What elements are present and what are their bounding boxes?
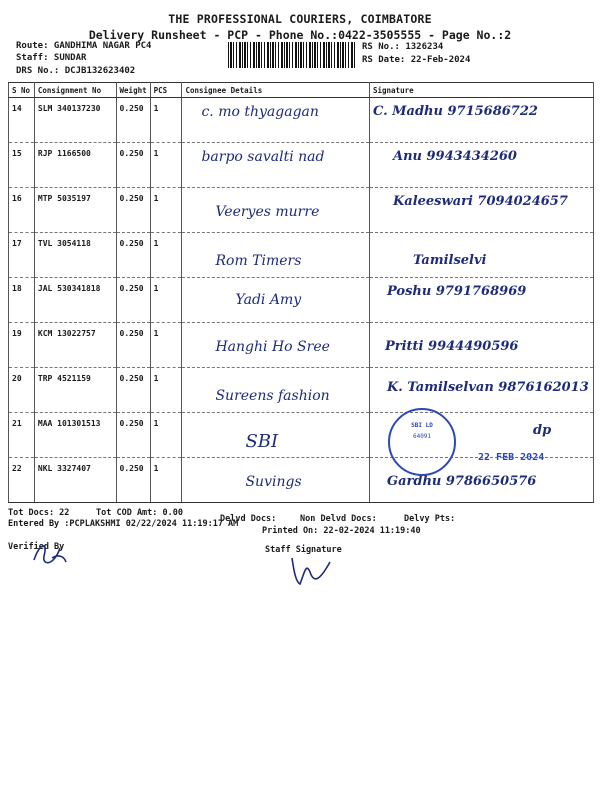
weight-cell: 0.250 — [116, 458, 150, 503]
total-cod-amount: Tot COD Amt: 0.00 — [96, 508, 183, 518]
sno-cell: 22 — [9, 458, 35, 503]
runsheet-subtitle: Delivery Runsheet - PCP - Phone No.:0422-3505555 - Page No.:2 — [88, 28, 512, 42]
delivery-stamp — [388, 408, 456, 476]
table-row — [9, 278, 594, 323]
consignee-handwriting: Hanghi Ho Sree — [215, 339, 330, 355]
consignment-cell: TVL 3054118 — [34, 233, 116, 278]
staff-label: Staff: SUNDAR — [16, 53, 87, 63]
sno-cell: 14 — [9, 98, 35, 143]
sno-cell: 15 — [9, 143, 35, 188]
sno-cell: 17 — [9, 233, 35, 278]
signature-handwriting: Kaleeswari 7094024657 — [392, 194, 568, 209]
pcs-cell: 1 — [150, 368, 182, 413]
barcode — [228, 42, 356, 68]
weight-cell: 0.250 — [116, 98, 150, 143]
runsheet-table — [8, 82, 594, 503]
consignment-cell: NKL 3327407 — [34, 458, 116, 503]
signature-handwriting: dp — [532, 423, 552, 438]
weight-cell: 0.250 — [116, 233, 150, 278]
pcs-cell: 1 — [150, 413, 182, 458]
table-row — [9, 98, 594, 143]
consignment-cell: JAL 530341818 — [34, 278, 116, 323]
consignment-cell: MAA 101301513 — [34, 413, 116, 458]
consignee-handwriting: barpo savalti nad — [201, 149, 325, 165]
table-row — [9, 458, 594, 503]
signature-handwriting: Pritti 9944490596 — [384, 339, 519, 354]
sno-cell: 18 — [9, 278, 35, 323]
pcs-cell: 1 — [150, 188, 182, 233]
verifier-signature — [30, 540, 70, 570]
table-row — [9, 143, 594, 188]
signature-handwriting: Tamilselvi — [412, 253, 487, 268]
delivery-points: Delvy Pts: — [404, 514, 456, 524]
sno-cell: 16 — [9, 188, 35, 233]
pcs-cell: 1 — [150, 143, 182, 188]
pcs-cell: 1 — [150, 278, 182, 323]
col-header-consignment: Consignment No — [34, 83, 116, 98]
printed-on: Printed On: 22-02-2024 11:19:40 — [262, 526, 421, 536]
weight-cell: 0.250 — [116, 323, 150, 368]
col-header-signature: Signature — [369, 83, 593, 98]
non-delivered-docs: Non Delvd Docs: — [300, 514, 377, 524]
stamp-date: 22 FEB 2024 — [478, 452, 545, 463]
weight-cell: 0.250 — [116, 368, 150, 413]
stamp-text: SBI LD — [411, 422, 433, 429]
consignee-handwriting: Veeryes murre — [215, 204, 320, 220]
table-row — [9, 368, 594, 413]
stamp-code: 64091 — [412, 433, 432, 440]
table-row — [9, 323, 594, 368]
drs-number: DRS No.: DCJB132623402 — [16, 66, 136, 76]
consignment-cell: SLM 340137230 — [34, 98, 116, 143]
consignment-cell: MTP 5035197 — [34, 188, 116, 233]
signature-handwriting: C. Madhu 9715686722 — [372, 104, 538, 119]
delivered-docs: Delvd Docs: — [220, 514, 277, 524]
weight-cell: 0.250 — [116, 188, 150, 233]
staff-signature-label: Staff Signature — [265, 545, 342, 555]
route-label: Route: GANDHIMA NAGAR PC4 — [16, 41, 152, 51]
consignee-handwriting: Yadi Amy — [235, 292, 302, 308]
consignee-handwriting: SBI — [245, 431, 279, 452]
pcs-cell: 1 — [150, 233, 182, 278]
verified-by-label: Verified By — [8, 542, 65, 552]
sno-cell: 21 — [9, 413, 35, 458]
table-row — [9, 413, 594, 458]
col-header-sno: S No — [9, 83, 35, 98]
rs-number: RS No.: 1326234 — [362, 42, 444, 52]
signature-handwriting: Poshu 9791768969 — [386, 284, 527, 299]
weight-cell: 0.250 — [116, 413, 150, 458]
weight-cell: 0.250 — [116, 278, 150, 323]
table-row — [9, 188, 594, 233]
consignment-cell: KCM 13022757 — [34, 323, 116, 368]
pcs-cell: 1 — [150, 323, 182, 368]
consignee-handwriting: c. mo thyagagan — [201, 104, 319, 120]
signature-handwriting: Anu 9943434260 — [392, 149, 517, 164]
consignment-cell: TRP 4521159 — [34, 368, 116, 413]
consignee-handwriting: Rom Timers — [215, 253, 302, 269]
col-header-pcs: PCS — [150, 83, 182, 98]
col-header-weight: Weight — [116, 83, 150, 98]
signature-handwriting: Gardhu 9786650576 — [386, 474, 537, 489]
staff-signature — [286, 554, 336, 590]
col-header-consignee: Consignee Details — [182, 83, 370, 98]
consignee-handwriting: Sureens fashion — [215, 388, 330, 404]
weight-cell: 0.250 — [116, 143, 150, 188]
table-row — [9, 233, 594, 278]
company-title: THE PROFESSIONAL COURIERS, COIMBATORE — [168, 12, 432, 26]
total-docs: Tot Docs: 22 — [8, 508, 70, 518]
entered-by: Entered By :PCPLAKSHMI 02/22/2024 11:19:17 AM — [8, 519, 239, 529]
table-header-row — [9, 83, 594, 98]
rs-date: RS Date: 22-Feb-2024 — [362, 55, 471, 65]
consignee-handwriting: Suvings — [245, 474, 302, 490]
sno-cell: 20 — [9, 368, 35, 413]
signature-handwriting: K. Tamilselvan 9876162013 — [386, 380, 589, 395]
pcs-cell: 1 — [150, 458, 182, 503]
sno-cell: 19 — [9, 323, 35, 368]
consignment-cell: RJP 1166500 — [34, 143, 116, 188]
pcs-cell: 1 — [150, 98, 182, 143]
